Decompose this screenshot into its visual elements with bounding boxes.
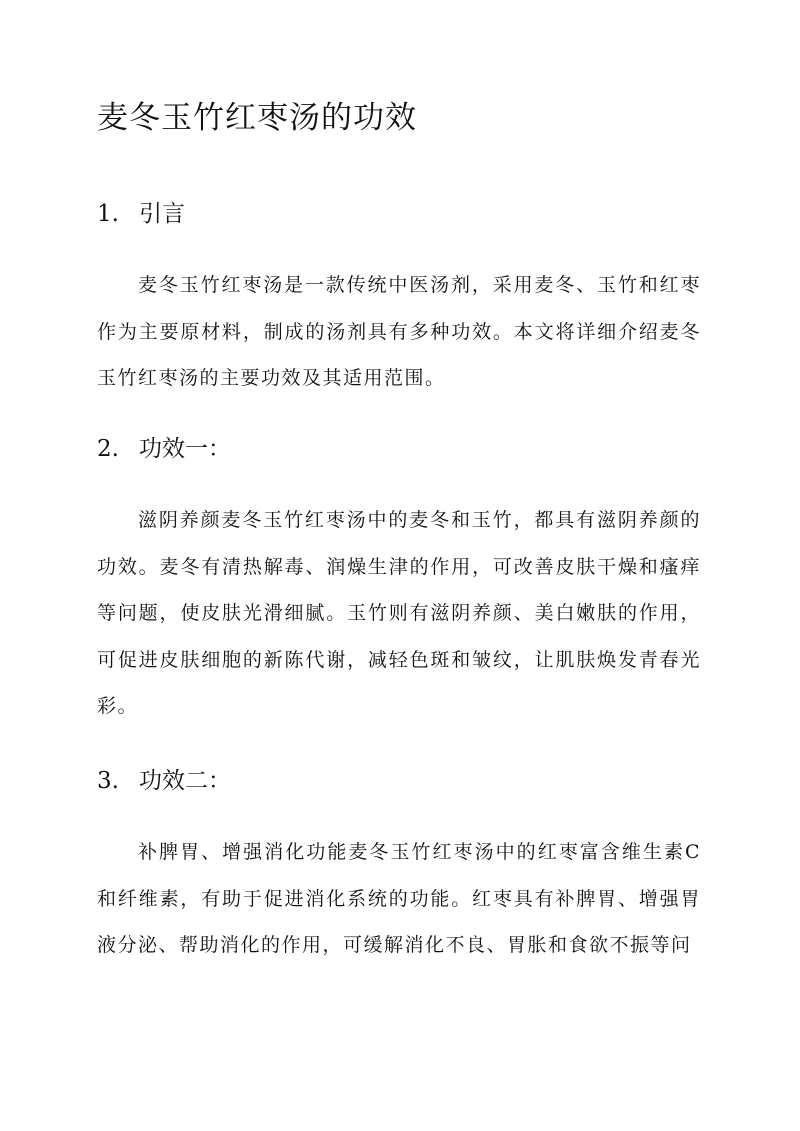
section-heading-text: 引言: [139, 201, 185, 227]
section-heading-1: [97, 197, 185, 231]
section-paragraph-3: 补脾胃、增强消化功能麦冬玉竹红枣汤中的红枣富含维生素C和纤维素，有助于促进消化系统的功能。红枣具有补脾胃、增强胃液分泌、帮助消化的作用，可缓解消化不良、胃胀和食欲不振等问: [97, 841, 701, 956]
section-number: 2.: [97, 436, 119, 462]
section-paragraph-1: 麦冬玉竹红枣汤是一款传统中医汤剂，采用麦冬、玉竹和红枣作为主要原材料，制成的汤剂具有多种功效。本文将详细介绍麦冬玉竹红枣汤的主要功效及其适用范围。: [97, 274, 701, 389]
section-paragraph-2: 滋阴养颜麦冬玉竹红枣汤中的麦冬和玉竹，都具有滋阴养颜的功效。麦冬有清热解毒、润燥生津的作用，可改善皮肤干燥和瘙痒等问题，使皮肤光滑细腻。玉竹则有滋阴养颜、美白嫩肤的作用，可促进皮肤细胞的新陈代谢，减轻色斑和皱纹，让肌肤焕发青春光彩。: [97, 509, 701, 717]
section-heading-text: 功效一：: [139, 436, 231, 462]
section-heading-2: [97, 432, 231, 466]
section-heading-3: [97, 764, 231, 798]
section-number: 1.: [97, 201, 119, 227]
document-title: 麦冬玉竹红枣汤的功效: [97, 100, 417, 136]
section-number: 3.: [97, 768, 119, 794]
section-heading-text: 功效二：: [139, 768, 231, 794]
